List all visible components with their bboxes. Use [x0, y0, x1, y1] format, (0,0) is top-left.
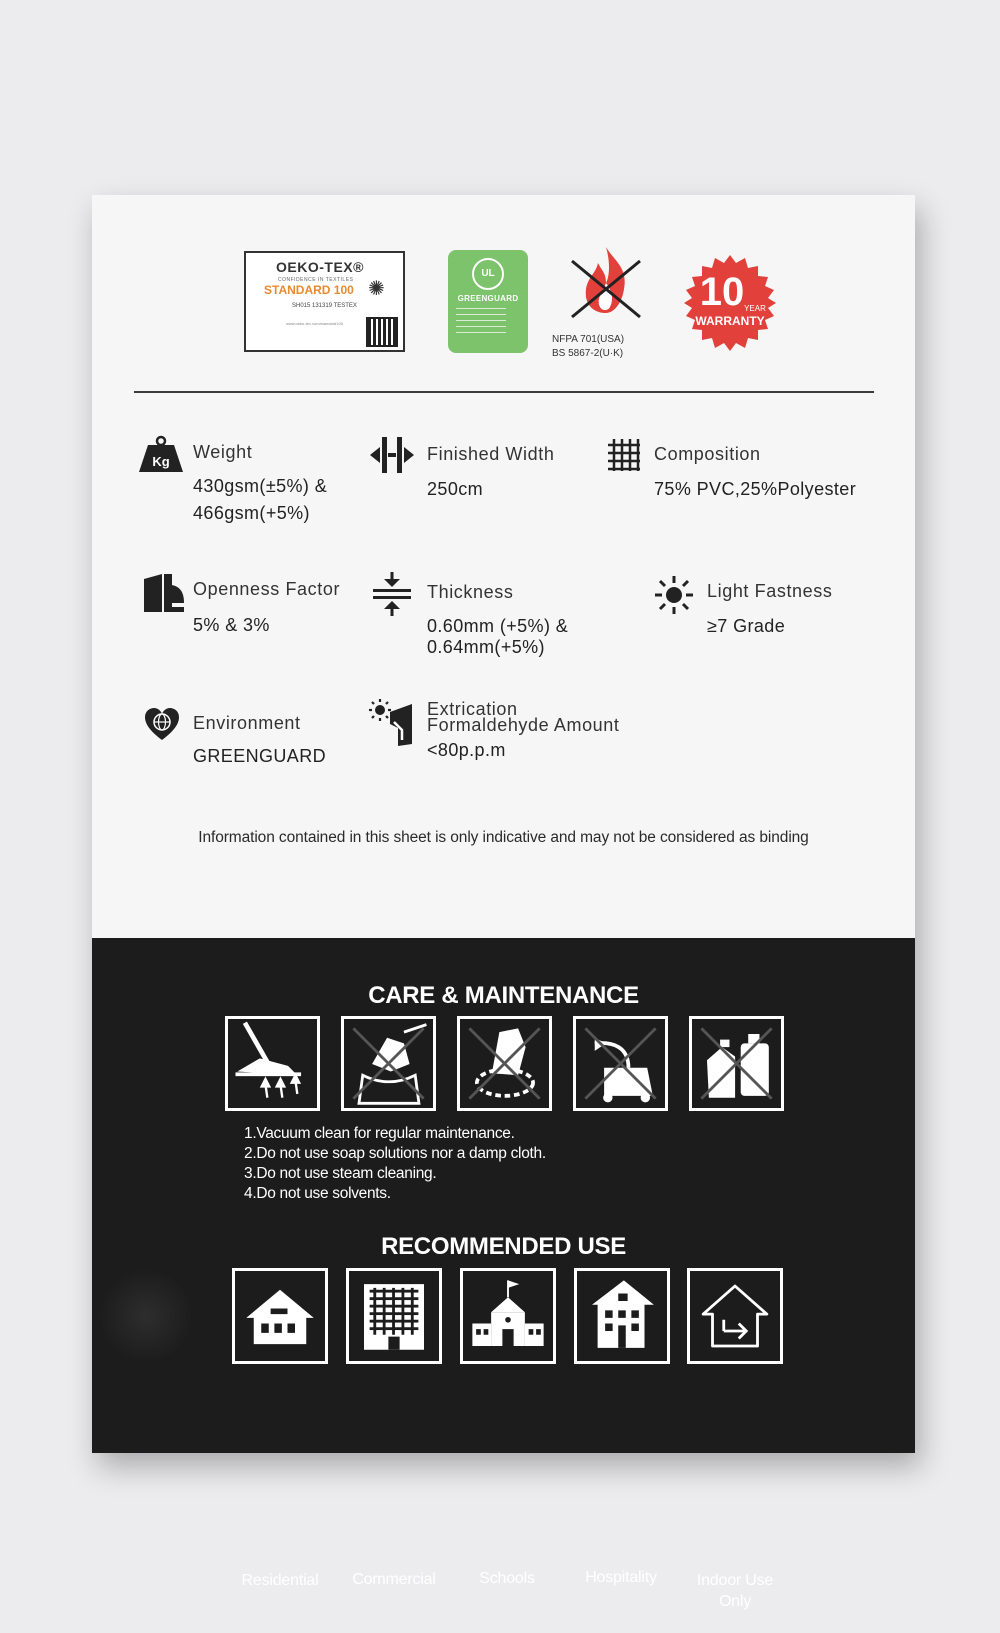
recommended-use-heading: RECOMMENDED USE — [381, 1233, 626, 1260]
warranty-word: WARRANTY — [695, 314, 765, 328]
care-heading: CARE & MAINTENANCE — [368, 982, 639, 1009]
disclaimer: Information contained in this sheet is only indicative and may not be considered as binding — [198, 829, 809, 846]
use-indoor-line-2: Only — [718, 1593, 752, 1610]
formaldehyde-value: <80p.p.m — [427, 740, 506, 760]
care-note-2: 2.Do not use soap solutions nor a damp cloth. — [244, 1145, 546, 1162]
use-residential-label: Residential — [241, 1572, 319, 1589]
qr-code-icon — [366, 317, 398, 347]
oeko-code: SH015 131319 TESTEX — [292, 303, 357, 309]
weight-label: Weight — [193, 442, 253, 462]
care-section — [92, 938, 915, 1610]
spec-sheet — [92, 195, 915, 1610]
composition-label: Composition — [654, 444, 761, 464]
formaldehyde-label-1: Extrication — [427, 699, 518, 719]
openness-label: Openness Factor — [193, 579, 341, 599]
no-solvent-icon — [689, 1016, 784, 1111]
greenguard-logo-label: GREENGUARD — [457, 294, 519, 303]
greenguard-fine-print — [456, 308, 506, 338]
fire-standards — [552, 333, 652, 361]
oeko-standard: STANDARD 100 — [264, 283, 354, 297]
environment-value: GREENGUARD — [193, 746, 327, 766]
weight-icon-text: Kg — [152, 454, 170, 469]
light-label: Light Fastness — [707, 581, 833, 601]
thickness-icon — [371, 571, 413, 617]
openness-icon — [142, 573, 186, 613]
light-value: ≥7 Grade — [707, 616, 786, 636]
thickness-label: Thickness — [427, 582, 514, 602]
spec-section — [92, 195, 915, 938]
use-hospitality-label: Hospitality — [585, 1569, 657, 1586]
formaldehyde-icon — [368, 698, 416, 748]
care-note-4: 4.Do not use solvents. — [244, 1185, 391, 1202]
smudge — [98, 1268, 194, 1364]
fire-standard-uk: BS 5867-2(U·K) — [552, 348, 624, 359]
oeko-tagline: CONFIDENCE IN TEXTILES — [278, 277, 354, 283]
sun-icon — [654, 575, 694, 615]
care-note-3: 3.Do not use steam cleaning. — [244, 1165, 437, 1182]
greenguard-logo — [448, 250, 528, 353]
warranty-seal — [682, 255, 778, 351]
no-soap-icon — [341, 1016, 436, 1111]
width-label: Finished Width — [427, 444, 555, 464]
openness-value: 5% & 3% — [193, 615, 270, 635]
warranty-number: 10 — [699, 270, 745, 314]
weight-icon — [138, 435, 184, 473]
no-steam-icon — [573, 1016, 668, 1111]
heart-globe-icon — [144, 707, 180, 741]
width-icon — [369, 433, 415, 477]
grid-icon — [606, 437, 642, 473]
oeko-url: www.oeko-tex.com/standard100 — [286, 321, 343, 326]
environment-label: Environment — [193, 713, 301, 733]
care-note-1: 1.Vacuum clean for regular maintenance. — [244, 1125, 515, 1142]
vacuum-icon — [225, 1016, 320, 1111]
no-fire-icon — [566, 243, 646, 323]
school-icon — [460, 1268, 556, 1364]
thickness-value-1: 0.60mm (+5%) & — [427, 616, 569, 636]
ul-badge: UL — [472, 258, 504, 290]
fire-standard-usa: NFPA 701(USA) — [552, 334, 625, 345]
use-commercial-label: Commercial — [352, 1571, 436, 1588]
oeko-flower-icon: ✺ — [368, 278, 385, 300]
use-indoor-line-1: Indoor Use — [696, 1572, 774, 1589]
oeko-title: OEKO-TEX® — [276, 259, 364, 275]
use-schools-label: Schools — [479, 1570, 535, 1587]
care-notes — [244, 1124, 546, 1204]
residential-icon — [232, 1268, 328, 1364]
weight-value-1: 430gsm(±5%) & — [193, 476, 328, 496]
no-damp-cloth-icon — [457, 1016, 552, 1111]
thickness-value-2: 0.64mm(+5%) — [427, 637, 545, 657]
oeko-tex-logo — [244, 251, 405, 352]
composition-value: 75% PVC,25%Polyester — [654, 479, 857, 499]
indoor-use-icon — [687, 1268, 783, 1364]
formaldehyde-label-2: Formaldehyde Amount — [427, 715, 620, 735]
use-indoor-label — [675, 1570, 795, 1612]
divider — [134, 391, 874, 393]
weight-value-2: 466gsm(+5%) — [193, 503, 310, 523]
warranty-year: YEAR — [744, 304, 766, 313]
width-value: 250cm — [427, 479, 484, 499]
commercial-icon — [346, 1268, 442, 1364]
hospitality-icon — [574, 1268, 670, 1364]
